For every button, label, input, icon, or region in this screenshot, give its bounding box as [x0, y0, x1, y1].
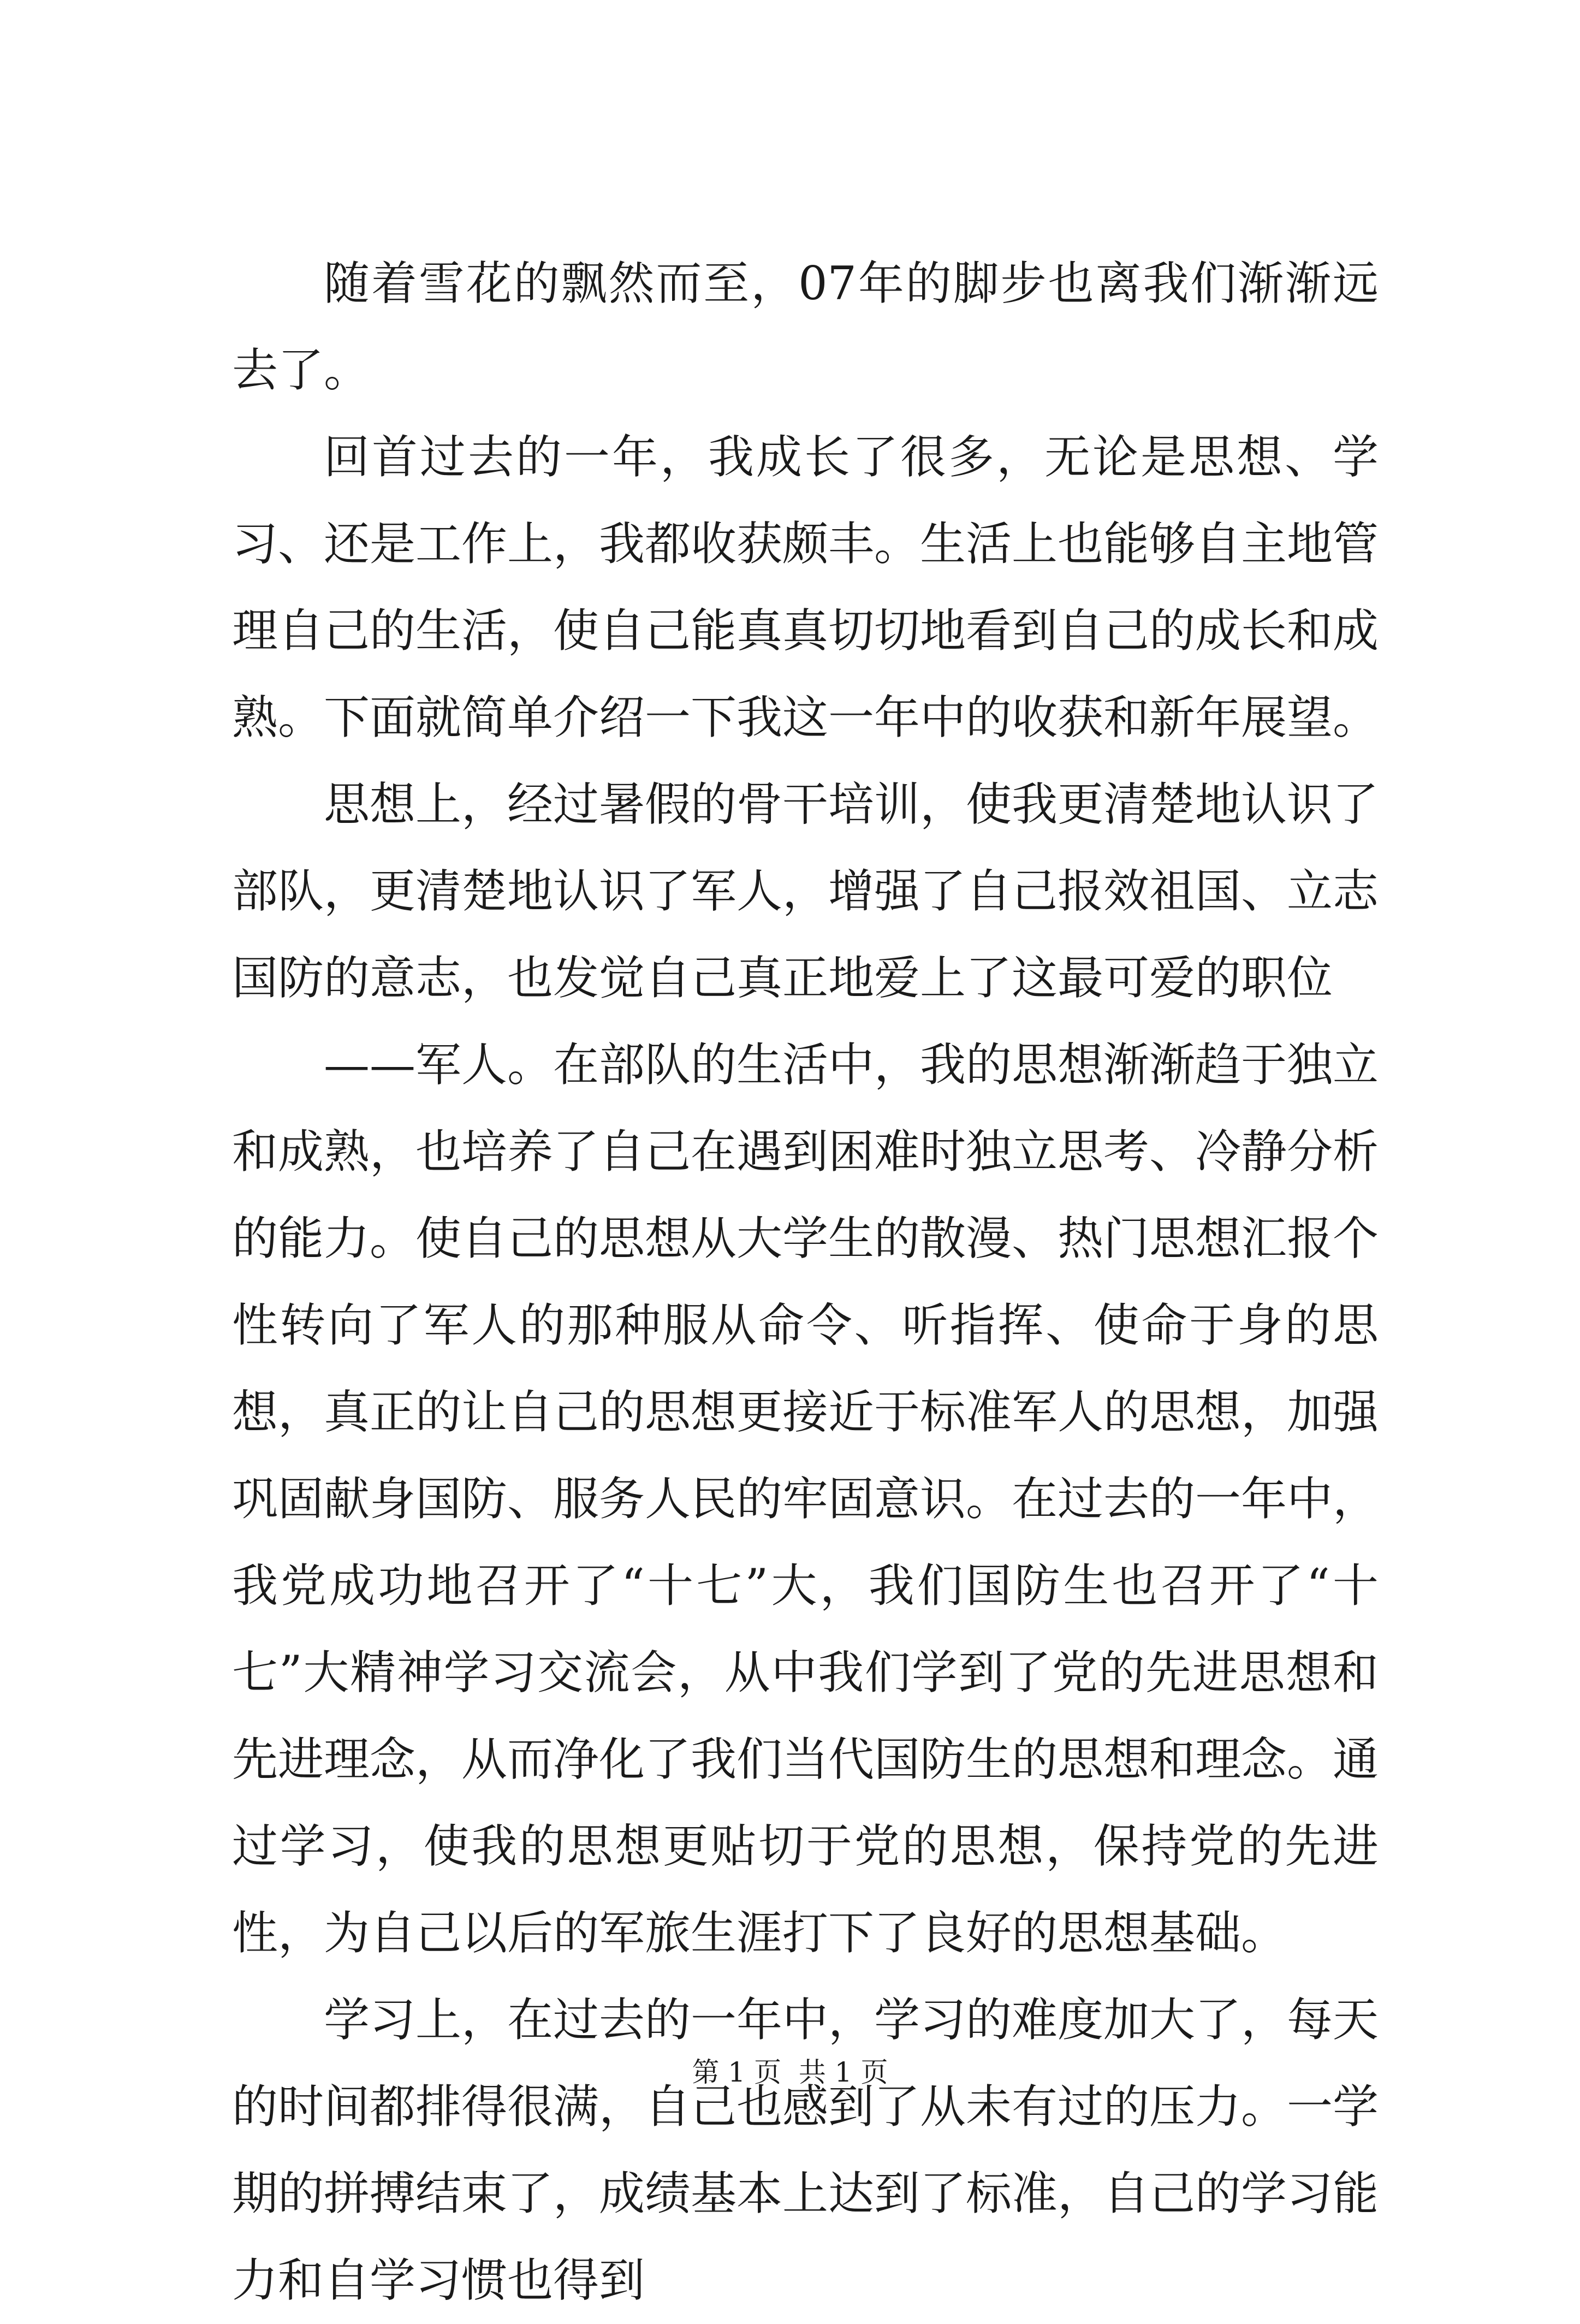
- paragraph-review: 回首过去的一年，我成长了很多，无论是思想、学习、还是工作上，我都收获颇丰。生活上也能够自主地管理自己的生活，使自己能真真切切地看到自己的成长和成熟。下面就简单介绍一下我这一年中的收获和新年展望。: [232, 430, 1379, 744]
- paragraph-intro: 随着雪花的飘然而至，07年的脚步也离我们渐渐远去了。: [232, 257, 1379, 397]
- page-number-footer: 第 1 页 共 1 页: [692, 2056, 888, 2088]
- document-body: [232, 240, 1379, 2324]
- paragraph-thought: 思想上，经过暑假的骨干培训，使我更清楚地认识了部队，更清楚地认识了军人，增强了自己报效祖国、立志国防的意志，也发觉自己真正地爱上了这最可爱的职位: [232, 778, 1379, 1005]
- paragraph-study: 学习上，在过去的一年中，学习的难度加大了，每天的时间都排得很满，自己也感到了从未有过的压力。一学期的拼搏结束了，成绩基本上达到了标准，自己的学习能力和自学习惯也得到: [232, 1993, 1379, 2307]
- paragraph-soldier: ——军人。在部队的生活中，我的思想渐渐趋于独立和成熟，也培养了自己在遇到困难时独立思考、冷静分析的能力。使自己的思想从大学生的散漫、热门思想汇报个性转向了军人的那种服从命令、听指挥、使命于身的思想，真正的让自己的思想更接近于标准军人的思想，加强巩固献身国防、服务人民的牢固意识。在过去的一年中，我党成功地召开了“十七”大，我们国防生也召开了“十七”大精神学习交流会，从中我们学到了党的先进思想和先进理念，从而净化了我们当代国防生的思想和理念。通过学习，使我的思想更贴切于党的思想，保持党的先进性，为自己以后的军旅生涯打下了良好的思想基础。: [232, 1038, 1379, 1960]
